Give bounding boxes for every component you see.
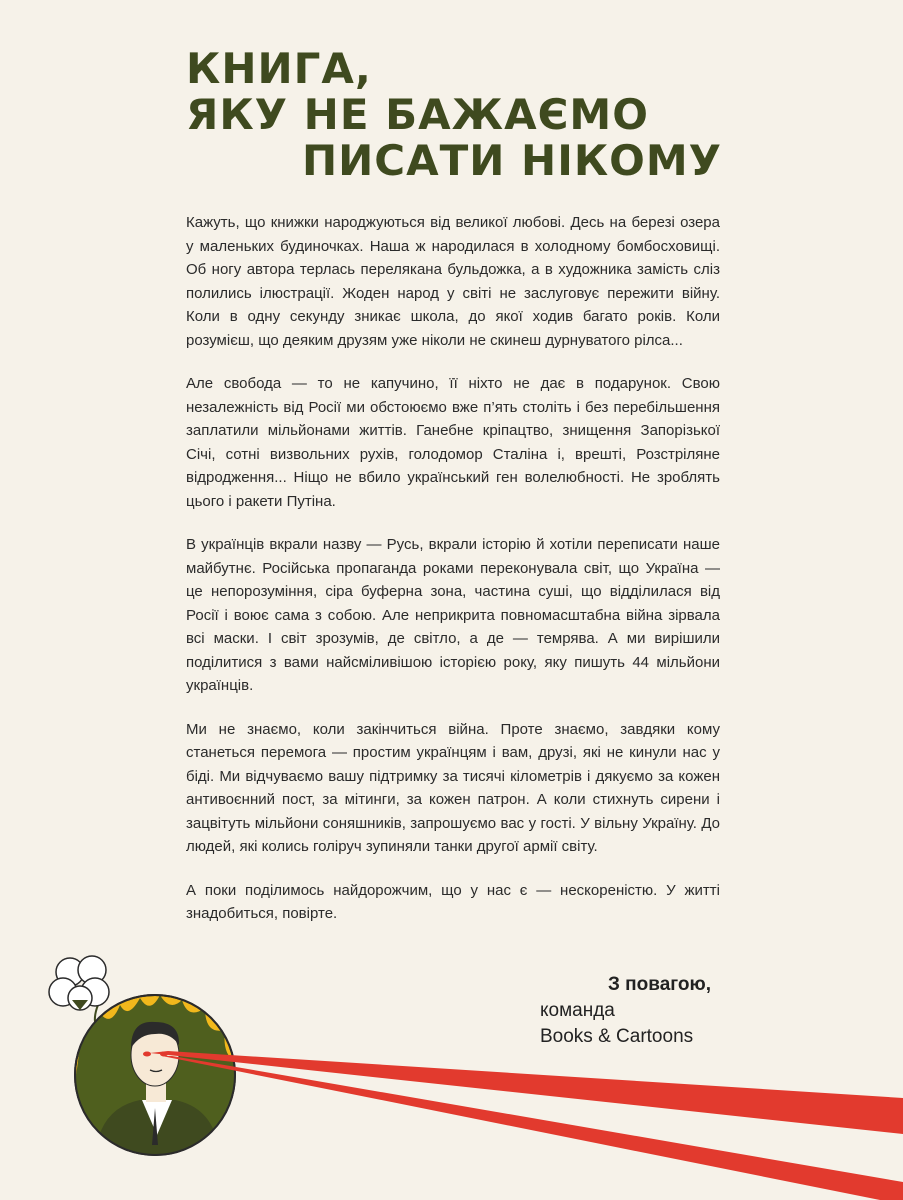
title-line-2: ЯКУ НЕ БАЖАЄМО	[186, 90, 649, 139]
signature-team: команда	[540, 1000, 615, 1021]
body-text	[186, 211, 720, 946]
title-line-1: КНИГА,	[186, 44, 372, 93]
paragraph: Але свобода — то не капучино, її ніхто не дає в подарунок. Свою незалежність від Росії ми обстоюємо вже п’ять століть і без перебільшення заплатили мільйонами життів. Ганебне кріпацтво, знищення Запорізької Січі, сотні визвольних рухів, голодомор Сталіна і, врешті, Розстріляне відродження... Ніщо не вбило український ген волелюбності. Не зроблять цього і ракети Путіна.	[186, 375, 720, 510]
title-line-3: ПИСАТИ НІКОМУ	[302, 136, 723, 185]
paragraph: А поки поділимось найдорожчим, що у нас є — нескореністю. У житті знадобиться, повірте.	[186, 881, 720, 922]
paragraph: Ми не знаємо, коли закінчиться війна. Проте знаємо, завдяки кому станеться перемога — простим українцям і вам, друзі, які не кинули нас у біді. Ми відчуваємо вашу підтримку за тисячі кілометрів і дякуємо за кожен антивоєнний пост, за мітинги, за кожен патрон. А коли стихнуть сирени і зацвітуть мільйони соняшників, запрошуємо вас у гості. У вільну Україну. До людей, які колись голіруч зупиняли танки другої армії світу.	[186, 720, 720, 855]
illustration	[0, 950, 903, 1200]
signature-company: Books & Cartoons	[540, 1026, 694, 1047]
portrait-icon	[75, 995, 236, 1155]
signature-greeting: З повагою,	[608, 974, 712, 995]
paragraph: В українців вкрали назву — Русь, вкрали історію й хотіли переписати наше майбутнє. Російська пропаганда роками переконувала світ, що Україна — це непорозуміння, сіра буферна зона, частина суші, що відділилася від Росії і воює сама з собою. Але неприкрита повномасштабна війна зірвала всі маски. І світ зрозумів, де світло, а де — темрява. А ми вирішили поділитися з вами найсміливішою історією року, яку пишуть 44 мільйони українців.	[186, 536, 720, 694]
paragraph: Кажуть, що книжки народжуються від великої любові. Десь на березі озера у маленьких будиночках. Наша ж народилася в холодному бомбосховищі. Об ногу автора терлась перелякана бульдожка, а в художника замість сліз полились ілюстрації. Жоден народ у світі не заслуговує пережити війну. Коли в одну секунду зникає школа, до якої ходив багато років. Коли розумієш, що деяким друзям уже ніколи не скинеш дурнуватого рілса...	[186, 214, 720, 349]
page-title	[186, 46, 746, 184]
laser-beams	[150, 1051, 903, 1200]
